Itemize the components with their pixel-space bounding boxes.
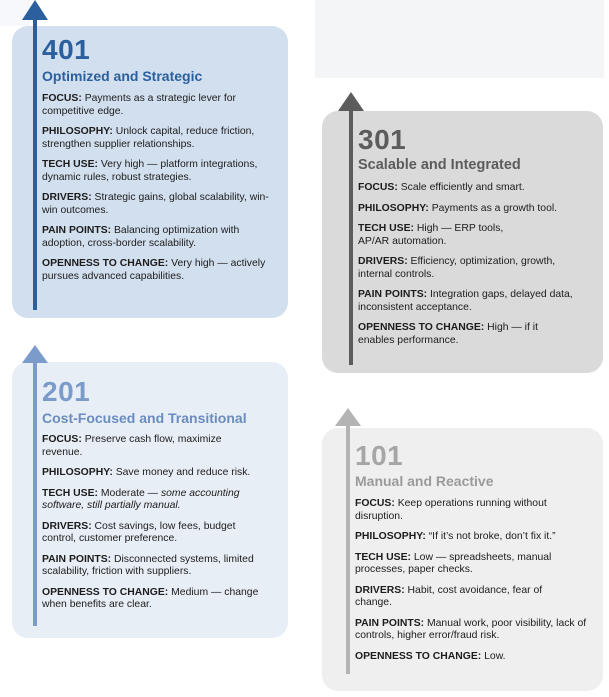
level-301-focus: FOCUS: Scale efficiently and smart. (358, 182, 525, 193)
level-201-arrow-shaft (33, 361, 37, 626)
level-401-title: Optimized and Strategic (42, 68, 203, 84)
level-201-number: 201 (42, 376, 91, 407)
level-101-number: 101 (355, 440, 404, 471)
level-301-arrow-head (338, 92, 364, 111)
level-101-philosophy: PHILOSOPHY: “If it’s not broke, don’t fix it.” (355, 531, 556, 542)
level-201-title: Cost-Focused and Transitional (42, 410, 247, 426)
level-301-openness: OPENNESS TO CHANGE: High — if it enables performance. (358, 322, 538, 346)
level-401-tech-use: TECH USE: Very high — platform integrations, dynamic rules, robust strategies. (42, 159, 258, 183)
level-201-philosophy: PHILOSOPHY: Save money and reduce risk. (42, 467, 251, 478)
level-101-openness: OPENNESS TO CHANGE: Low. (355, 650, 506, 662)
level-101-details (355, 498, 595, 671)
level-401-pain-points: PAIN POINTS: Balancing optimization with adoption, cross-border scalability. (42, 225, 240, 249)
level-301-number: 301 (358, 124, 407, 155)
level-101-drivers: DRIVERS: Habit, cost avoidance, fear of change. (355, 584, 543, 608)
level-201-pain-points: PAIN POINTS: Disconnected systems, limited scalability, friction with suppliers. (42, 553, 254, 577)
level-101-arrow-shaft (346, 424, 350, 674)
level-401-openness: OPENNESS TO CHANGE: Very high — actively pursues advanced capabilities. (42, 258, 266, 282)
level-101-arrow-head (335, 408, 361, 426)
level-201-focus: FOCUS: Preserve cash flow, maximize revenue. (42, 434, 222, 458)
level-101-title: Manual and Reactive (355, 473, 494, 489)
level-401-details (42, 93, 278, 291)
level-301-title: Scalable and Integrated (358, 157, 521, 173)
level-301-pain-points: PAIN POINTS: Integration gaps, delayed data, inconsistent acceptance. (358, 289, 573, 313)
level-101-pain-points: PAIN POINTS: Manual work, poor visibility, lack of controls, higher error/fraud risk. (355, 617, 587, 641)
level-401-arrow-shaft (33, 17, 37, 310)
level-201-openness: OPENNESS TO CHANGE: Medium — change when benefits are clear. (42, 586, 259, 610)
level-301-arrow-shaft (349, 108, 353, 365)
level-301-drivers: DRIVERS: Efficiency, optimization, growth, internal controls. (358, 256, 556, 280)
level-301-tech-use: TECH USE: High — ERP tools, AP/AR automation. (358, 223, 504, 247)
level-201-drivers: DRIVERS: Cost savings, low fees, budget control, customer preference. (42, 520, 236, 544)
level-201-tech-use: TECH USE: Moderate — some accounting software, still partially manual. (42, 487, 240, 511)
level-401-arrow-head (22, 0, 48, 20)
level-301-details (358, 182, 598, 355)
level-101-focus: FOCUS: Keep operations running without disruption. (355, 498, 547, 522)
level-401-focus: FOCUS: Payments as a strategic lever for competitive edge. (42, 93, 237, 117)
background-accent (315, 0, 604, 78)
level-401-philosophy: PHILOSOPHY: Unlock capital, reduce friction, strengthen supplier relationships. (42, 126, 255, 150)
level-401-drivers: DRIVERS: Strategic gains, global scalability, win-win outcomes. (42, 192, 269, 216)
level-201-details (42, 434, 282, 620)
level-301-philosophy: PHILOSOPHY: Payments as a growth tool. (358, 202, 558, 214)
level-401-number: 401 (42, 34, 91, 65)
level-101-tech-use: TECH USE: Low — spreadsheets, manual processes, paper checks. (355, 551, 552, 575)
level-201-arrow-head (22, 345, 48, 363)
